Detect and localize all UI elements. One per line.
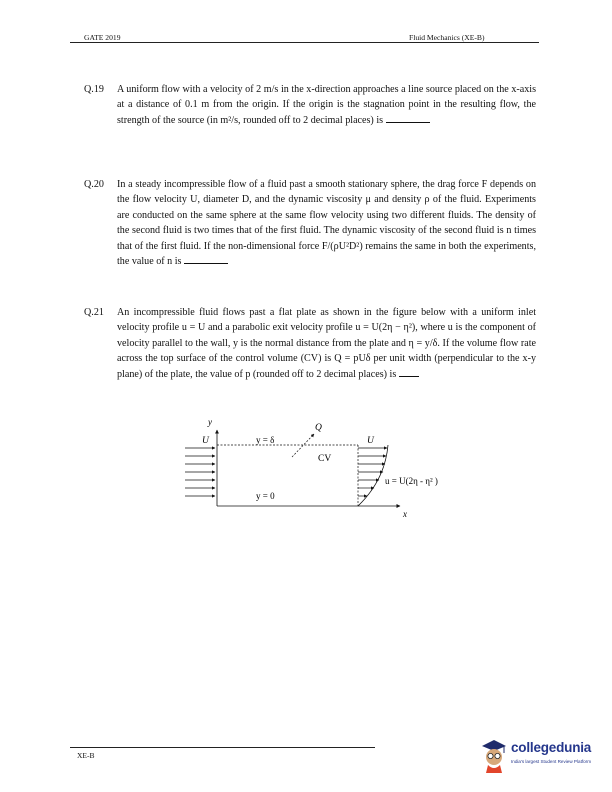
header-subject: Fluid Mechanics (XE-B) [409, 33, 485, 42]
question-19 [84, 82, 536, 128]
question-number: Q.21 [84, 307, 104, 318]
collegedunia-logo [479, 737, 594, 777]
logo-wordmark: collegedunia [511, 740, 592, 755]
graduate-mascot-icon [479, 737, 509, 773]
footer-paper-code: XE-B [77, 751, 95, 760]
question-text: In a steady incompressible flow of a fluid past a smooth stationary sphere, the drag force F depends on the flow velocity U, diameter D, and the dynamic viscosity μ and density ρ of the fluid. Experiments are conducted on the same sphere at the same flow velocity using two different fluids. The density of the second fluid is two times that of the first fluid. The dynamic viscosity of the second fluid is n times that of the first fluid. If the non-dimensional force F/(ρU²D²) remains the same in both the experiments, the value of n is [117, 179, 536, 268]
header-rule-right [306, 42, 539, 43]
x-axis-label: x [403, 509, 407, 519]
question-number: Q.19 [84, 84, 104, 95]
inlet-velocity-arrows [185, 448, 215, 496]
y-axis-label: y [208, 417, 212, 427]
inlet-velocity-label: U [202, 436, 209, 446]
question-21 [84, 305, 536, 382]
logo-tagline: India's largest Student Review Platform [511, 759, 592, 764]
answer-blank [386, 113, 430, 123]
control-volume-figure [0, 408, 612, 548]
outflow-arrow [292, 434, 314, 457]
question-number: Q.20 [84, 179, 104, 190]
question-20 [84, 177, 536, 269]
question-text: A uniform flow with a velocity of 2 m/s in the x-direction approaches a line source placed on the x-axis at a distance of 0.1 m from the origin. If the origin is the stagnation point in the resulting flow, the strength of the source (in m²/s, rounded off to 2 decimal places) is [117, 84, 536, 126]
header-exam-name: GATE 2019 [84, 33, 121, 42]
flow-rate-label: Q [315, 423, 322, 433]
bottom-boundary-label: y = 0 [256, 491, 275, 501]
answer-blank [184, 254, 228, 264]
question-text: An incompressible fluid flows past a flat plate as shown in the figure below with a uniform inlet velocity profile u = U and a parabolic exit velocity profile u = U(2η − η²), where u is the component of velocity parallel to the wall, y is the normal distance from the plate and η = y/δ. If the volume flow rate across the top surface of the control volume (CV) is Q = pUδ per unit width (perpendicular to the x-y plane) of the plate, the value of p (rounded off to 2 decimal places) is [117, 307, 536, 380]
control-volume-label: CV [318, 454, 332, 464]
header-rule-left [70, 42, 306, 43]
outlet-velocity-label: U [367, 436, 374, 446]
answer-blank [399, 367, 419, 377]
top-boundary-label: y = δ [256, 435, 275, 445]
profile-equation-label: u = U(2η - η² ) [385, 476, 438, 486]
footer-rule [70, 747, 375, 748]
parabolic-profile-curve [358, 445, 388, 506]
